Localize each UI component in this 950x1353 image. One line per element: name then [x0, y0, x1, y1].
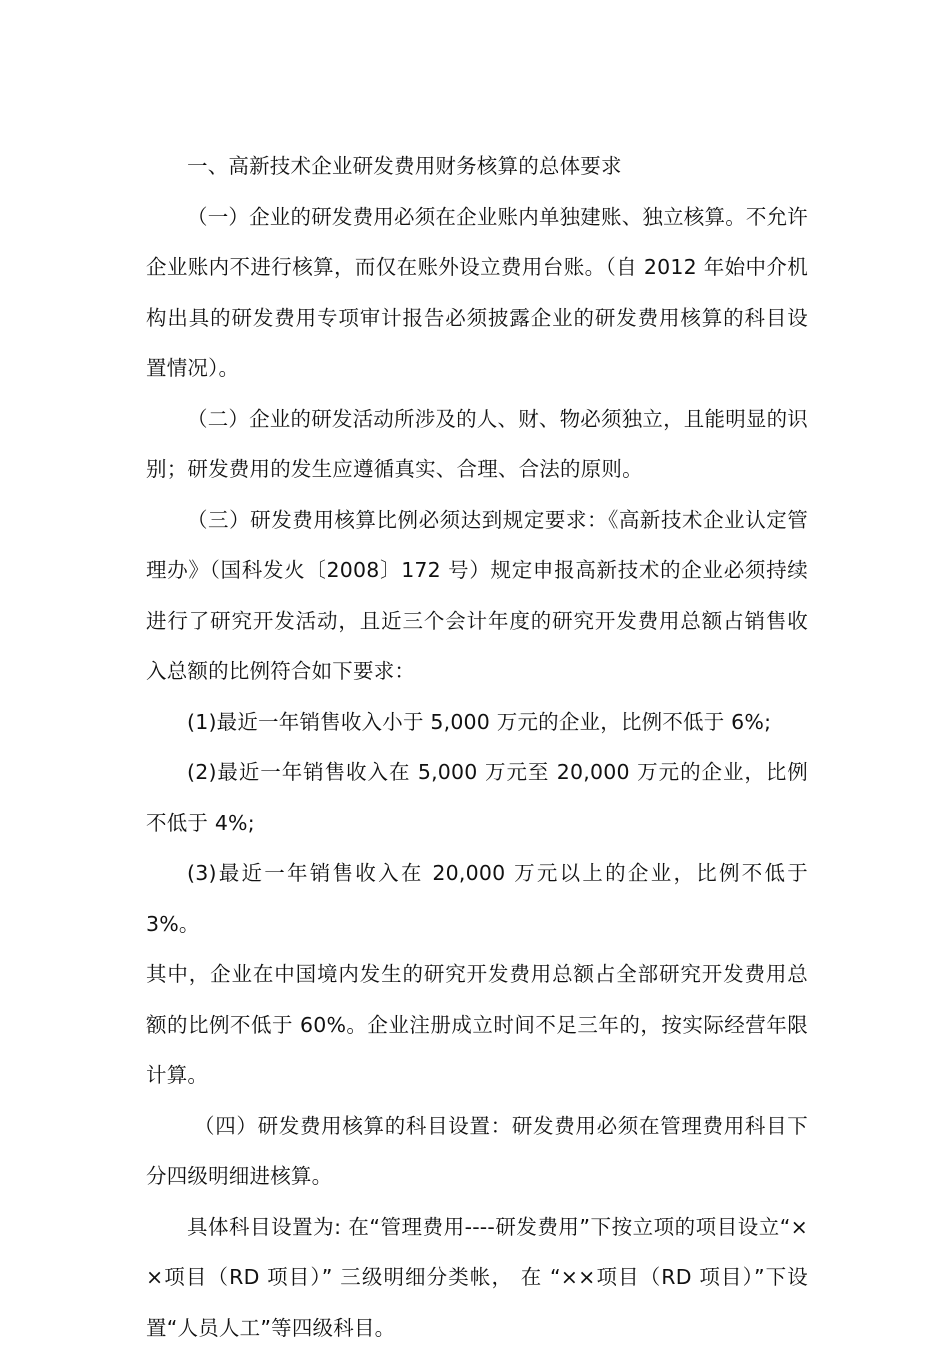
account-setup-paragraph: 具体科目设置为: 在“管理费用----研发费用”下按立项的项目设立“××项目（RD 项目）” 三级明细分类帐， 在 “××项目（RD 项目）”下设置“人员人工”等四级科目。	[146, 1202, 808, 1353]
paragraph-item-4: （四）研发费用核算的科目设置：研发费用必须在管理费用科目下分四级明细进核算。	[146, 1101, 808, 1202]
domestic-ratio-paragraph: 其中，企业在中国境内发生的研究开发费用总额占全部研究开发费用总额的比例不低于 60%。企业注册成立时间不足三年的，按实际经营年限计算。	[146, 949, 808, 1101]
paragraph-item-1: （一）企业的研发费用必须在企业账内单独建账、独立核算。不允许企业账内不进行核算，而仅在账外设立费用台账。（自 2012 年始中介机构出具的研发费用专项审计报告必须披露企业的研发费用核算的科目设置情况）。	[146, 192, 808, 394]
section-heading: 一、高新技术企业研发费用财务核算的总体要求	[146, 141, 808, 192]
paragraph-item-2: （二）企业的研发活动所涉及的人、财、物必须独立，且能明显的识别；研发费用的发生应遵循真实、合理、合法的原则。	[146, 394, 808, 495]
requirement-3: (3)最近一年销售收入在 20,000 万元以上的企业，比例不低于 3%。	[146, 848, 808, 949]
requirement-1: (1)最近一年销售收入小于 5,000 万元的企业，比例不低于 6%;	[146, 697, 808, 748]
paragraph-item-3: （三）研发费用核算比例必须达到规定要求：《高新技术企业认定管理办》（国科发火〔2008〕172 号）规定申报高新技术的企业必须持续进行了研究开发活动，且近三个会计年度的研究开发费用总额占销售收入总额的比例符合如下要求：	[146, 495, 808, 697]
requirement-2: (2)最近一年销售收入在 5,000 万元至 20,000 万元的企业，比例不低于 4%;	[146, 747, 808, 848]
document-body	[146, 141, 808, 1353]
